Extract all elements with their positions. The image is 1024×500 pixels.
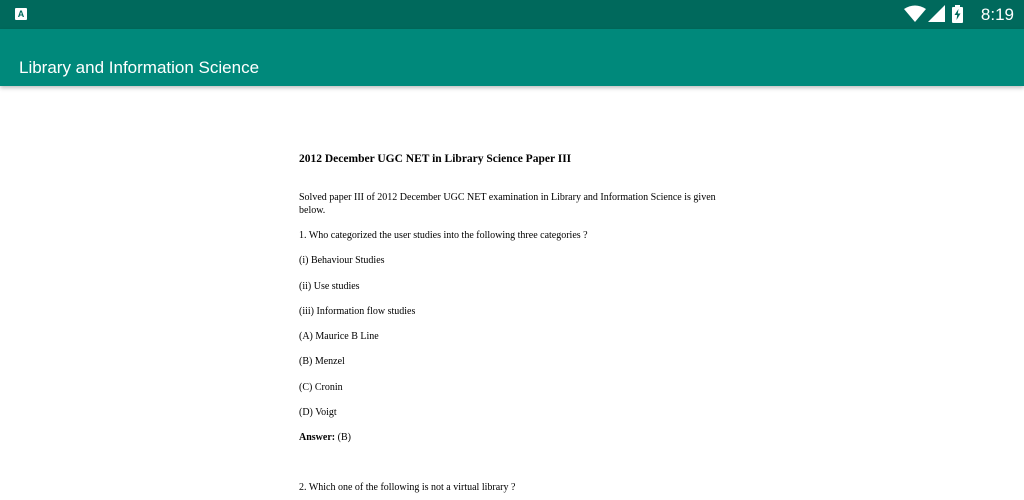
question-1-option-a: (A) Maurice B Line: [299, 331, 379, 343]
question-1-option-d: (D) Voigt: [299, 407, 337, 419]
document-intro: Solved paper III of 2012 December UGC NET examination in Library and Information Science is given below.: [299, 192, 716, 216]
question-1-item: (i) Behaviour Studies: [299, 255, 385, 267]
question-1-text: 1. Who categorized the user studies into the following three categories ?: [299, 230, 588, 241]
question-1-item: (iii) Information flow studies: [299, 305, 416, 317]
status-indicators: [904, 4, 1014, 25]
wifi-icon: [904, 5, 926, 23]
status-bar: [0, 0, 1024, 29]
answer-label: Answer:: [299, 432, 336, 444]
cell-signal-icon: [928, 5, 946, 23]
document-title: 2012 December UGC NET in Library Science Paper III: [299, 153, 572, 165]
clock: 8:19: [980, 5, 1014, 24]
question-1-option-c: (C) Cronin: [299, 381, 343, 393]
question-2-text: 2. Which one of the following is not a virtual library ?: [299, 481, 516, 493]
question-1-option-b: (B) Menzel: [299, 356, 345, 368]
answer-value: (B): [335, 432, 351, 444]
question-1-item: (ii) Use studies: [299, 280, 360, 292]
document-content: [299, 153, 729, 494]
battery-charging-icon: [952, 5, 963, 23]
app-bar: [0, 29, 1024, 86]
app-notification-icon: A: [15, 8, 27, 20]
app-title: Library and Information Science: [19, 58, 260, 78]
question-1-answer: [299, 432, 729, 445]
